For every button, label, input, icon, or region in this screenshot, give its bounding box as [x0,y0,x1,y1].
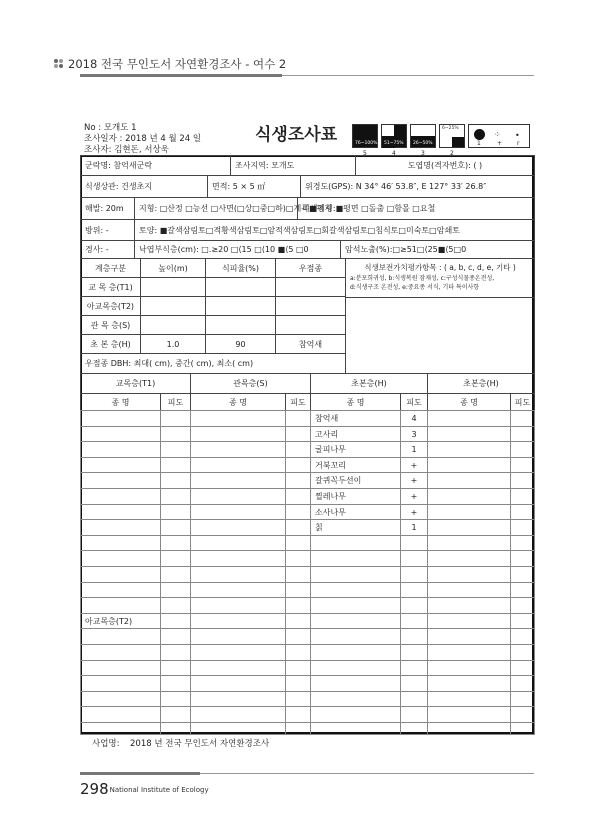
table-cell [310,644,401,661]
table-cell [400,675,428,692]
table-cell [510,566,535,583]
header-rule-thin [282,75,534,76]
table-cell [285,613,311,629]
dominant-dbh-field: 우점종 DBH: 최대( cm), 중간( cm), 최소( cm) [80,353,346,374]
table-cell [190,582,286,598]
table-cell [427,550,511,567]
community-field: 군락명: 참억새군락 [80,155,231,176]
species-name: 칡 [310,519,401,536]
table-cell [160,613,191,629]
table-cell [510,426,535,442]
soil-field: 토양: ■갈색삼림토□적황색삼림토□암적색삼림토□회갈색삼림토□침식토□미숙토□암쇄토 [134,219,535,241]
table-cell [285,519,311,536]
table-cell [510,457,535,473]
table-cell [160,566,191,583]
table-cell [80,566,161,583]
table-cell [310,691,401,707]
layer-value: 참억새 [275,334,346,354]
cover-header: 피도 [160,393,191,411]
cover-header: 피도 [285,393,311,411]
cover-header: 피도 [400,393,428,411]
layer-header: 높이(m) [140,258,206,278]
table-cell [400,660,428,676]
table-cell [285,426,311,442]
table-cell [160,504,191,520]
table-cell [80,706,161,723]
table-cell [400,722,428,735]
table-cell [427,660,511,676]
table-cell [510,660,535,676]
species-cover: 4 [400,410,428,427]
map-sheet-field: 도엽명(격자번호): ( ) [355,155,535,176]
table-cell [190,628,286,645]
layer-value [275,277,346,297]
table-cell [510,628,535,645]
table-cell [80,691,161,707]
microterrain-field: 미세지형:■평면 □돌출 □함몰 □요철 [297,197,535,220]
species-cover: 3 [400,426,428,442]
conservation-evaluation-box [345,258,535,374]
table-cell [285,535,311,551]
table-cell [80,550,161,567]
table-cell [80,488,161,505]
survey-no: No : 모개도 1 [84,123,137,133]
table-cell [310,566,401,583]
layer-header: 식피율(%) [205,258,276,278]
header-rule [80,74,282,77]
table-cell [160,675,191,692]
table-cell [285,550,311,567]
table-cell [190,644,286,661]
table-cell [285,597,311,614]
header-dots-icon [54,59,66,69]
species-cover: + [400,457,428,473]
species-name-header: 종 명 [190,393,286,411]
table-cell [400,550,428,567]
table-cell [427,488,511,505]
species-group-header: 초본층(H) [310,373,428,394]
table-cell [190,597,286,614]
table-cell [427,519,511,536]
table-cell [80,472,161,489]
table-cell [80,722,161,735]
species-name-header: 종 명 [80,393,161,411]
table-cell [80,519,161,536]
table-cell [80,426,161,442]
table-cell [285,582,311,598]
table-cell [190,722,286,735]
table-cell [427,566,511,583]
table-cell [190,504,286,520]
evaluation-desc: a:분포희귀성, b:식생복원 잠재성, c:구성식물종온전성, [350,275,495,282]
species-name: 소사나무 [310,504,401,520]
table-cell [160,457,191,473]
table-cell [427,691,511,707]
table-cell [285,504,311,520]
layer-value [140,277,206,297]
table-cell [400,706,428,723]
table-cell [510,488,535,505]
species-name: 거북꼬리 [310,457,401,473]
table-cell [160,691,191,707]
layer-value [140,296,206,316]
table-cell [80,504,161,520]
table-cell [80,535,161,551]
table-cell [427,582,511,598]
table-cell [160,706,191,723]
running-title: 2018 전국 무인도서 자연환경조사 - 여수 2 [68,57,287,71]
table-cell [427,675,511,692]
table-cell [510,597,535,614]
table-cell [285,410,311,427]
table-cell [510,613,535,629]
table-cell [160,426,191,442]
table-cell [400,566,428,583]
table-cell [310,535,401,551]
table-cell [80,582,161,598]
layer-value [205,277,276,297]
table-cell [160,519,191,536]
table-cell [427,722,511,735]
rock-exposure-field: 암석노출(%):□≥51□⟨25■⟨5□0 [340,240,535,259]
table-cell [310,628,401,645]
table-cell [285,691,311,707]
table-cell [160,722,191,735]
table-cell [190,660,286,676]
table-cell [190,566,286,583]
form-title: 식생조사표 [255,125,338,145]
table-cell [400,613,428,629]
table-cell [285,566,311,583]
table-cell [510,644,535,661]
table-cell [510,706,535,723]
species-name-header: 종 명 [310,393,401,411]
table-cell [190,706,286,723]
table-cell [80,410,161,427]
table-cell [427,644,511,661]
table-cell [80,660,161,676]
table-cell [190,410,286,427]
altitude-field: 해발: 20m [80,197,135,220]
table-cell [160,550,191,567]
table-cell [80,441,161,458]
table-cell [310,675,401,692]
table-cell [190,519,286,536]
table-cell [190,691,286,707]
table-cell [160,441,191,458]
species-name: 참억새 [310,410,401,427]
t2-section-label: 아교목층(T2) [80,613,161,629]
layer-value [275,315,346,335]
table-cell [285,675,311,692]
evaluation-title: 식생보전가치평가항목 : ( a, b, c, d, e, 기타 ) [364,263,516,272]
footer-rule-thin [200,773,534,774]
table-cell [285,472,311,489]
table-cell [400,628,428,645]
table-cell [160,644,191,661]
species-group-header: 초본층(H) [427,373,535,394]
table-cell [285,660,311,676]
table-cell [510,535,535,551]
table-cell [160,582,191,598]
layer-header: 우점종 [275,258,346,278]
table-cell [160,535,191,551]
layer-value [140,315,206,335]
table-cell [80,644,161,661]
table-cell [190,457,286,473]
table-cell [510,441,535,458]
table-cell [190,472,286,489]
table-cell [400,644,428,661]
evaluation-desc: d:식생구조 온전성, e:중요종 서식, 기타 특이사항 [350,284,480,291]
species-name: 갈퀴꼭두선이 [310,472,401,489]
table-cell [400,582,428,598]
table-cell [427,597,511,614]
table-cell [160,472,191,489]
page-number: 298 [80,780,109,798]
table-cell [190,613,286,629]
cover-header: 피도 [510,393,535,411]
table-cell [427,613,511,629]
table-cell [80,597,161,614]
litter-field: 낙엽부식층(cm): □.≥20 □⟨15 □⟨10 ■⟨5 □0 [134,240,341,259]
table-cell [310,706,401,723]
table-cell [190,535,286,551]
table-cell [400,535,428,551]
species-cover: + [400,488,428,505]
table-cell [310,582,401,598]
table-cell [190,675,286,692]
project-label: 사업명: [92,739,120,749]
table-cell [80,628,161,645]
table-cell [310,660,401,676]
area-field: 면적: 5 × 5 ㎡ [207,175,301,198]
table-cell [80,675,161,692]
table-cell [80,457,161,473]
table-cell [310,597,401,614]
layer-header: 계층구분 [80,258,141,278]
table-cell [510,410,535,427]
species-name-header: 종 명 [427,393,511,411]
table-cell [427,706,511,723]
table-cell [190,426,286,442]
table-cell [310,550,401,567]
layer-value [205,315,276,335]
table-cell [400,691,428,707]
table-cell [427,628,511,645]
surveyor: 조사자: 김현돈, 서상욱 [84,145,169,155]
table-cell [285,488,311,505]
slope-field: 경사: - [80,240,135,259]
table-cell [510,582,535,598]
table-cell [427,535,511,551]
table-cell [160,410,191,427]
physiognomy-field: 식생상관: 건생초지 [80,175,208,198]
species-name: 찔레나무 [310,488,401,505]
table-cell [160,628,191,645]
layer-name: 초 본 층(H) [80,334,141,354]
table-cell [427,441,511,458]
table-cell [427,504,511,520]
table-cell [190,550,286,567]
terrain-field: 지형: □산정 □능선 □사면(□상□중□하)□계곡■평지 [134,197,298,220]
table-cell [160,597,191,614]
table-cell [285,628,311,645]
table-cell [285,441,311,458]
layer-value [205,296,276,316]
layer-name: 아교목층(T2) [80,296,141,316]
institute-name: | National Institute of Ecology [105,786,209,794]
table-cell [160,488,191,505]
layer-value [275,296,346,316]
layer-name: 교 목 층(T1) [80,277,141,297]
table-cell [427,457,511,473]
table-cell [427,410,511,427]
table-cell [510,722,535,735]
species-cover: 1 [400,441,428,458]
table-cell [510,472,535,489]
table-cell [310,613,401,629]
table-cell [510,691,535,707]
footer-rule [80,772,200,775]
species-group-header: 관목층(S) [190,373,311,394]
aspect-field: 방위: - [80,219,135,241]
table-cell [190,441,286,458]
species-group-header: 교목층(T1) [80,373,191,394]
table-cell [510,675,535,692]
layer-value: 90 [205,334,276,354]
table-cell [285,644,311,661]
species-name: 고사리 [310,426,401,442]
table-cell [427,426,511,442]
table-cell [510,550,535,567]
table-cell [285,706,311,723]
table-cell [190,488,286,505]
table-cell [310,722,401,735]
table-cell [285,722,311,735]
project-name: 2018 년 전국 무인도서 자연환경조사 [130,739,270,749]
table-cell [510,504,535,520]
table-cell [510,519,535,536]
region-field: 조사지역: 모개도 [230,155,356,176]
species-cover: + [400,472,428,489]
survey-date: 조사일자 : 2018 년 4 월 24 일 [84,134,202,144]
table-cell [400,597,428,614]
species-name: 굴피나무 [310,441,401,458]
species-cover: 1 [400,519,428,536]
table-cell [427,472,511,489]
layer-value: 1.0 [140,334,206,354]
table-cell [285,457,311,473]
gps-field: 위경도(GPS): N 34° 46′ 53.8″, E 127° 33′ 26.8″ [300,175,535,198]
table-cell [160,660,191,676]
species-cover: + [400,504,428,520]
layer-name: 관 목 층(S) [80,315,141,335]
